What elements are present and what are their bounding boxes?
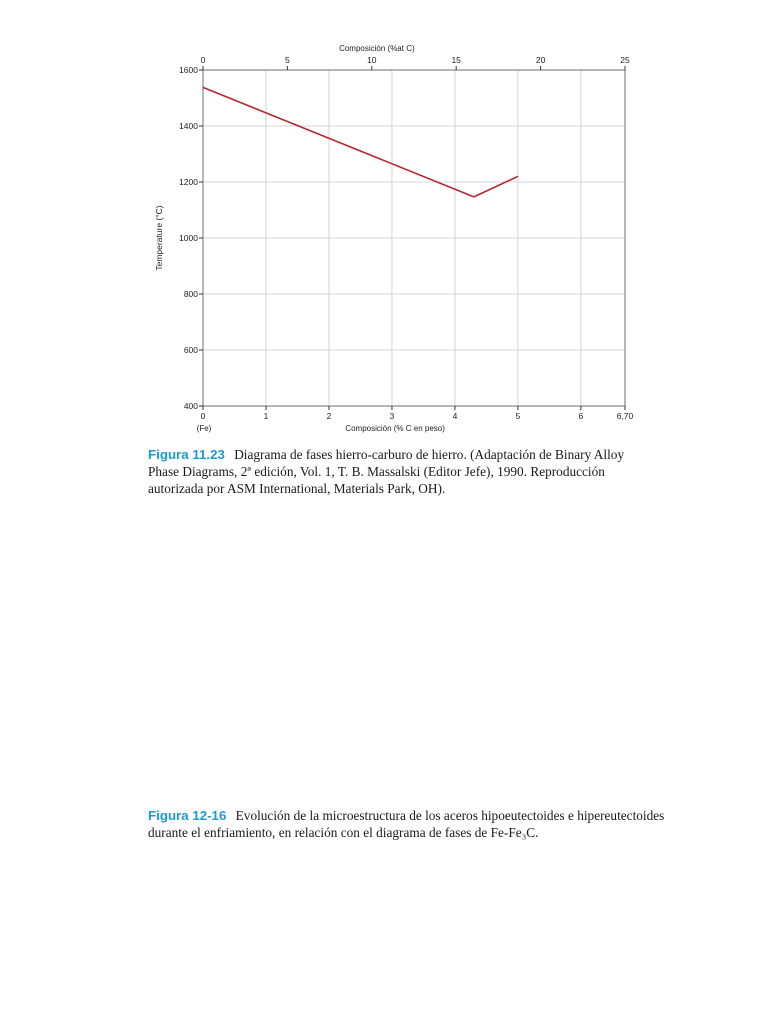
x-tick-label: 6 (578, 411, 584, 421)
x-tick-label: 2 (326, 411, 332, 421)
y-tick-label: 800 (183, 289, 198, 299)
fe-c-phase-diagram (145, 40, 645, 440)
x-tick-label: 3 (389, 411, 395, 421)
x-axis-label: Composición (% C en peso) (345, 424, 445, 433)
x2-tick-label: 15 (451, 55, 461, 65)
figure-11-23-label: Figura 11.23 (148, 447, 225, 462)
x2-tick-label: 20 (535, 55, 546, 65)
x-tick-label: 4 (452, 411, 458, 421)
x-tick-label: 5 (515, 411, 521, 421)
y-axis-label: Temperature (°C) (154, 205, 164, 271)
microstructure-diagram (140, 530, 660, 800)
x2-tick-label: 10 (367, 55, 377, 65)
phase-boundary-0 (203, 87, 474, 196)
x-tick-label: 0 (200, 411, 206, 421)
x2-axis-label: Composición (%at C) (339, 44, 415, 53)
y-tick-label: 1200 (179, 177, 198, 187)
figure-12-16-text: Evolución de la microestructura de los aceros hipoeutectoides e hipereutectoides durante el enfriamiento, en relación con el diagrama de fases de Fe-Fe₃C. (148, 808, 665, 840)
y-tick-label: 600 (183, 345, 198, 355)
x2-tick-label: 25 (620, 55, 630, 65)
x-tick-label: 1 (263, 411, 269, 421)
figure-11-23-text: Diagrama de fases hierro-carburo de hierro. (Adaptación de Binary Alloy Phase Diagrams, 2ª edición, Vol. 1, T. B. Massalski (Editor Jefe), 1990. Reproducción autorizada por ASM International, Materials Park, OH). (148, 447, 625, 496)
x-sub-label: (Fe) (196, 424, 212, 433)
figure-12-16-caption (148, 807, 693, 841)
y-tick-label: 400 (183, 401, 198, 411)
figure-12-16-label: Figura 12-16 (148, 808, 227, 823)
x2-tick-label: 5 (285, 55, 290, 65)
figure-11-23-caption (148, 446, 643, 497)
x2-tick-label: 0 (200, 55, 206, 65)
y-tick-label: 1400 (179, 121, 198, 131)
x-tick-label: 6,70 (616, 411, 634, 421)
phase-boundary (474, 176, 518, 196)
y-tick-label: 1000 (179, 233, 198, 243)
y-tick-label: 1600 (179, 65, 198, 75)
